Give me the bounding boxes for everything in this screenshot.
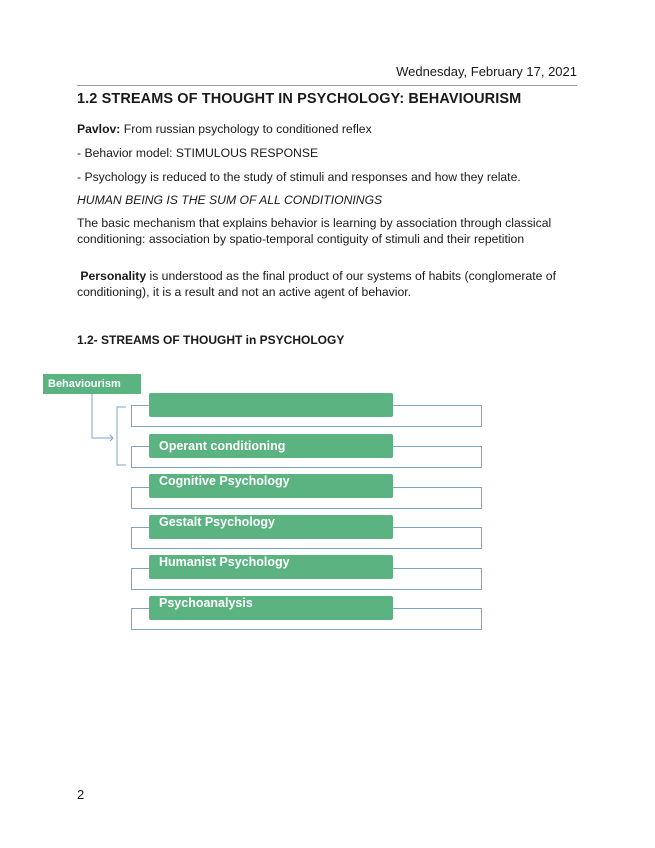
diagram-item-gestalt-psychology: Gestalt Psychology	[149, 515, 393, 539]
diagram-item-operant-conditioning: Operant conditioning	[149, 434, 393, 458]
connector-arrowhead	[110, 435, 113, 441]
page-title: 1.2 STREAMS OF THOUGHT IN PSYCHOLOGY: BEHAVIOURISM	[77, 91, 522, 107]
personality-paragraph	[77, 268, 572, 300]
pavlov-paragraph	[77, 121, 577, 137]
mechanism-paragraph: The basic mechanism that explains behavior is learning by association through classical conditioning: association by spatio-temporal contiguity of stimuli and their repetition	[77, 216, 552, 246]
diagram-item-humanist-psychology: Humanist Psychology	[149, 555, 393, 579]
pavlov-text: From russian psychology to conditioned reflex	[120, 122, 372, 136]
personality-label: Personality	[80, 269, 147, 283]
diagram-item-empty	[149, 393, 393, 417]
page-number: 2	[77, 787, 85, 802]
header-rule	[77, 85, 577, 86]
pavlov-label: Pavlov:	[77, 122, 121, 136]
section-subheading: 1.2- STREAMS OF THOUGHT in PSYCHOLOGY	[77, 333, 345, 347]
diagram-root-behaviourism: Behaviourism	[43, 374, 141, 394]
diagram-item-cognitive-psychology: Cognitive Psychology	[149, 474, 393, 498]
personality-text: is understood as the final product of our systems of habits (conglomerate of conditioning), it is a result and not an active agent of behavior.	[77, 269, 556, 299]
italic-statement: HUMAN BEING IS THE SUM OF ALL CONDITIONINGS	[77, 193, 383, 207]
page-date: Wednesday, February 17, 2021	[396, 64, 577, 79]
bracket-connector	[117, 407, 126, 465]
root-connector	[92, 394, 112, 438]
bullet-psychology-reduced: - Psychology is reduced to the study of stimuli and responses and how they relate.	[77, 170, 521, 184]
diagram-item-psychoanalysis: Psychoanalysis	[149, 596, 393, 620]
bullet-behavior-model: - Behavior model: STIMULOUS RESPONSE	[77, 146, 319, 160]
